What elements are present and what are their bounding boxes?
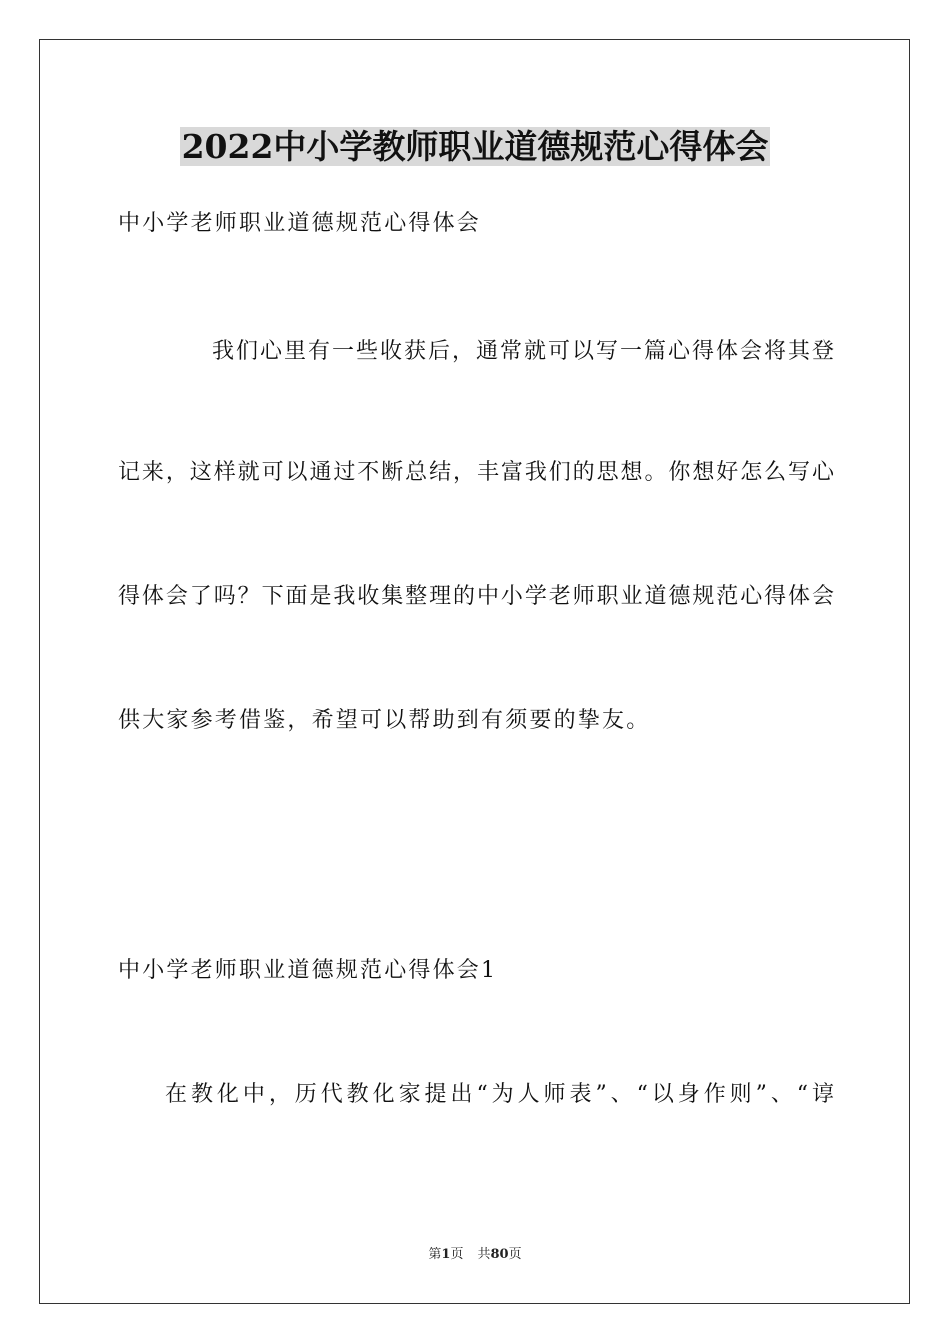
intro-line-4: 供大家参考借鉴，希望可以帮助到有须要的挚友。: [118, 708, 651, 733]
footer-total-pages: 80: [490, 1247, 509, 1262]
footer-total-suffix: 页: [508, 1247, 522, 1262]
document-title: [0, 124, 950, 170]
section-heading: 中小学老师职业道德规范心得体会1: [118, 958, 498, 983]
section-first-line: 在教化中，历代教化家提出“为人师表”、“以身作则”、“谆: [165, 1082, 834, 1107]
intro-line-3: 得体会了吗？下面是我收集整理的中小学老师职业道德规范心得体会: [118, 584, 834, 609]
footer-total-prefix: 共: [477, 1247, 491, 1262]
footer-page-number: 1: [441, 1247, 451, 1262]
footer-page-suffix: 页: [450, 1247, 464, 1262]
intro-line-2: 记来，这样就可以通过不断总结，丰富我们的思想。你想好怎么写心: [118, 460, 834, 485]
document-title-text: 2022中小学教师职业道德规范心得体会: [181, 127, 769, 166]
intro-line-1: 我们心里有一些收获后，通常就可以写一篇心得体会将其登: [212, 339, 834, 364]
document-subtitle: 中小学老师职业道德规范心得体会: [118, 211, 482, 236]
footer-page-prefix: 第: [428, 1247, 442, 1262]
page-footer: [0, 1246, 950, 1264]
